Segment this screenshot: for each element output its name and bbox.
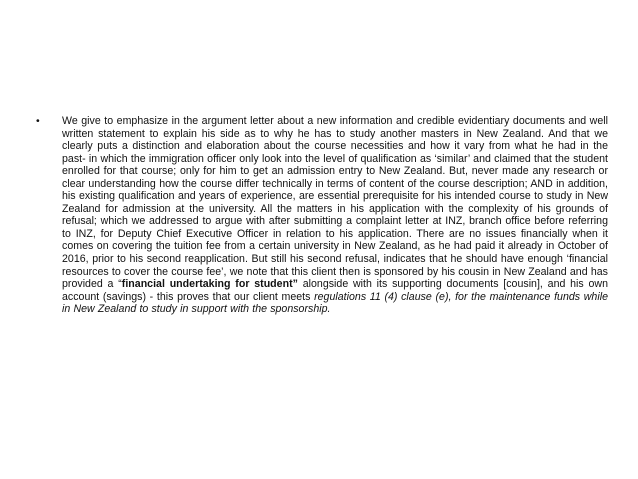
bullet-point — [30, 115, 608, 316]
bullet-paragraph — [62, 115, 608, 316]
paragraph-text-part1: We give to emphasize in the argument letter about a new information and credible evidentiary documents and well written statement to explain his side as to why he has to study another masters in New Zealand. And that we clearly puts a distinction and elaboration about the course necessities and how it vary from what he had in the past- in which the immigration officer only look into the level of qualification as ‘similar’ and claimed that the student enrolled for that course; only for him to get an admission entry to New Zealand. But, never made any research or clear understanding how the course differ technically in terms of content of the course description; AND in addition, his existing qualification and years of experience, are essential prerequisite for his intended course to study in New Zealand for admission at the university. All the matters in his application with the complexity of his grounds of refusal; which we addressed to argue with after submitting a complaint letter at INZ, branch office before referring to INZ, for Deputy Chief Executive Officer in relation to his application. There are no issues financially when it comes on covering the tuition fee from a certain university in New Zealand, as he had paid it already in October of 2016, prior to his second reapplication. But still his second refusal, indicates that he should have enough ‘financial resources to cover the course fee’, we note that this client then is sponsored by his cousin in New Zealand and has provided a “ — [62, 115, 608, 291]
bullet-icon: • — [36, 115, 40, 127]
paragraph-italic-phrase: regulations 11 (4) clause (e), for the maintenance funds while in New Zealand to study in support with the sponsorship. — [62, 290, 608, 316]
paragraph-text-part2: alongside with its supporting documents [cousin], and his own account (savings) - this proves that our client meets — [62, 278, 608, 303]
paragraph-bold-phrase: financial undertaking for student” — [121, 278, 298, 291]
